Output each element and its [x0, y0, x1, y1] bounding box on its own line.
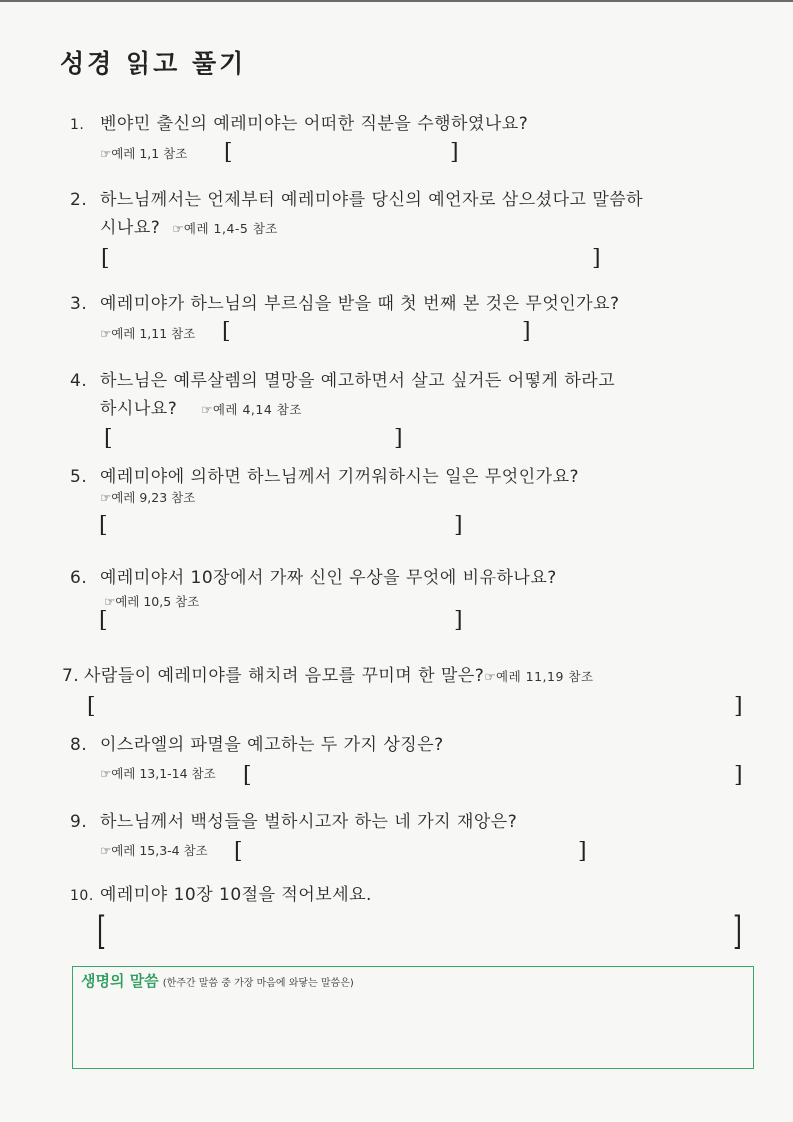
question-text: 벤야민 출신의 예레미야는 어떠한 직분을 수행하였나요? — [100, 114, 529, 134]
answer-bracket-close: ] — [578, 839, 587, 864]
question-number: 4. — [70, 371, 88, 391]
reference-9: ☞예레 15,3-4 참조 — [100, 843, 208, 858]
question-2 — [70, 188, 643, 212]
question-10 — [70, 883, 372, 908]
answer-bracket-open: [ — [99, 608, 108, 633]
question-number: 5. — [70, 467, 88, 487]
reference-1: ☞예레 1,1 참조 — [100, 146, 188, 161]
life-word-box[interactable] — [72, 966, 754, 1069]
question-7 — [62, 664, 594, 689]
reference-7: ☞예레 11,19 참조 — [484, 669, 594, 684]
question-text: 예레미야서 10장에서 가짜 신인 우상을 무엇에 비유하나요? — [100, 568, 557, 588]
reference-3: ☞예레 1,11 참조 — [100, 326, 196, 341]
answer-bracket-open: [ — [87, 694, 96, 719]
question-text: 이스라엘의 파멸을 예고하는 두 가지 상징은? — [100, 735, 444, 755]
question-text: 하느님은 예루살렘의 멸망을 예고하면서 살고 싶거든 어떻게 하라고 — [100, 371, 616, 391]
life-word-title: 생명의 말씀 — [81, 972, 159, 990]
answer-bracket-open: [ — [222, 319, 231, 344]
question-number: 9. — [70, 812, 88, 832]
reference-4: ☞예레 4,14 참조 — [201, 402, 302, 417]
page-title: 성경 읽고 풀기 — [60, 49, 247, 78]
answer-bracket-close: ] — [454, 513, 463, 538]
question-number: 10. — [70, 888, 94, 904]
answer-bracket-close: ] — [522, 319, 531, 344]
answer-bracket-open: [ — [104, 426, 113, 451]
answer-bracket-close: ] — [734, 694, 743, 719]
question-3 — [70, 292, 620, 316]
question-2-line2 — [100, 216, 278, 241]
question-number: 1. — [70, 117, 85, 133]
question-number: 3. — [70, 294, 88, 314]
answer-bracket-close: ] — [450, 140, 459, 165]
question-4 — [70, 369, 615, 393]
life-word-subtitle: (한주간 말씀 중 가장 마음에 와닿는 말씀은) — [162, 978, 354, 989]
question-8 — [70, 733, 444, 757]
top-border — [0, 0, 793, 2]
answer-bracket-close: ] — [454, 608, 463, 633]
question-number: 7. — [62, 666, 80, 686]
question-text-cont: 하시나요? — [100, 399, 178, 419]
question-5 — [70, 465, 579, 489]
question-text: 예레미야가 하느님의 부르심을 받을 때 첫 번째 본 것은 무엇인가요? — [100, 294, 620, 314]
answer-bracket-open: [ — [101, 246, 110, 271]
reference-6: ☞예레 10,5 참조 — [104, 594, 200, 609]
reference-8: ☞예레 13,1-14 참조 — [100, 766, 216, 781]
question-1 — [70, 112, 528, 137]
question-6 — [70, 566, 557, 590]
question-text: 하느님께서는 언제부터 예레미야를 당신의 예언자로 삼으셨다고 말씀하 — [100, 190, 644, 210]
reference-2: ☞예레 1,4-5 참조 — [172, 221, 278, 236]
answer-bracket-open: [ — [243, 763, 252, 788]
answer-bracket-close: ] — [394, 426, 403, 451]
question-text-cont: 시나요? — [100, 218, 161, 238]
answer-bracket-open: [ — [99, 513, 108, 538]
answer-bracket-close: ] — [734, 763, 743, 788]
question-4-line2 — [100, 397, 302, 422]
question-text: 사람들이 예레미야를 해치려 음모를 꾸미며 한 말은? — [84, 666, 485, 686]
reference-5: ☞예레 9,23 참조 — [100, 490, 196, 505]
answer-bracket-close: ] — [592, 246, 601, 271]
question-number: 8. — [70, 735, 88, 755]
question-text: 예레미야 10장 10절을 적어보세요. — [100, 885, 372, 905]
answer-bracket-open: [ — [224, 140, 233, 165]
question-number: 6. — [70, 568, 88, 588]
question-text: 예레미야에 의하면 하느님께서 기꺼워하시는 일은 무엇인가요? — [100, 467, 580, 487]
question-number: 2. — [70, 190, 88, 210]
answer-bracket-open: [ — [234, 839, 243, 864]
answer-bracket-close: ] — [732, 909, 742, 953]
question-text: 하느님께서 백성들을 벌하시고자 하는 네 가지 재앙은? — [100, 812, 518, 832]
life-word-heading — [81, 970, 354, 991]
answer-bracket-open: [ — [96, 909, 106, 953]
question-9 — [70, 810, 517, 834]
